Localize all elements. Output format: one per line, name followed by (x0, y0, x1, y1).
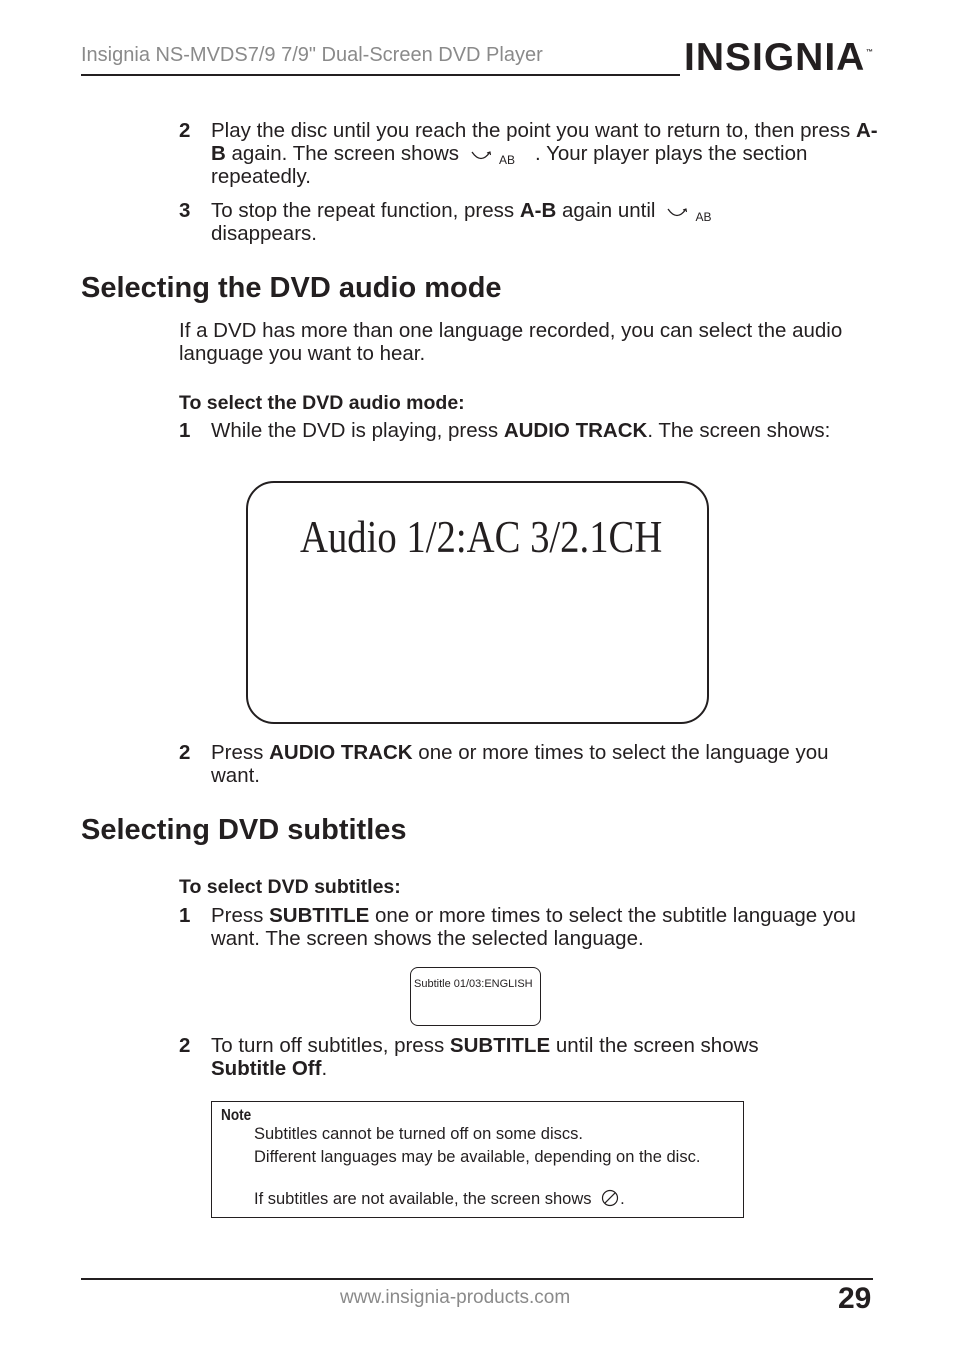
repeat-ab-icon: AB (663, 204, 723, 220)
step-text: To turn off subtitles, press SUBTITLE until the screen shows Subtitle Off. (211, 1034, 759, 1080)
step-text: Play the disc until you reach the point you want to return to, then press A-B again. The screen shows AB . Your player plays the section repeatedly. (211, 119, 878, 188)
header-rule (81, 74, 680, 76)
note-line: Different languages may be available, depending on the disc. (254, 1148, 701, 1166)
header-title: Insignia NS-MVDS7/9 7/9" Dual-Screen DVD Player (81, 44, 543, 66)
step-number: 1 (179, 904, 191, 927)
subtitle-screen-text: Subtitle 01/03:ENGLISH (414, 978, 533, 990)
insignia-logo: INSIGNIA (684, 36, 866, 79)
note-line: Subtitles cannot be turned off on some discs. (254, 1125, 583, 1143)
audio-section-heading: Selecting the DVD audio mode (81, 272, 502, 304)
trademark-mark: ™ (866, 49, 873, 56)
subtitle-procedure-heading: To select DVD subtitles: (179, 876, 401, 898)
subtitle-screen-illustration (410, 967, 541, 1026)
audio-screen-text: Audio 1/2:AC 3/2.1CH (300, 512, 663, 562)
step-number: 2 (179, 119, 191, 142)
step-text: To stop the repeat function, press A-B again until AB disappears. (211, 199, 879, 245)
page-number: 29 (838, 1282, 872, 1315)
step-text: Press SUBTITLE one or more times to select the subtitle language you want. The screen shows the selected language. (211, 904, 856, 950)
step-text: While the DVD is playing, press AUDIO TRACK. The screen shows: (211, 419, 831, 442)
subtitle-section-heading: Selecting DVD subtitles (81, 814, 407, 846)
step-number: 2 (179, 741, 191, 764)
footer-rule (81, 1278, 873, 1280)
repeat-step-3 (179, 199, 879, 245)
subtitle-step-2 (179, 1034, 879, 1080)
note-title: Note (221, 1107, 252, 1124)
repeat-ab-icon: AB (467, 147, 527, 163)
audio-procedure-heading: To select the DVD audio mode: (179, 392, 465, 414)
footer-url: www.insignia-products.com (340, 1287, 571, 1308)
step-text: Press AUDIO TRACK one or more times to select the language you want. (211, 741, 829, 787)
audio-intro: If a DVD has more than one language recorded, you can select the audio language you want to hear. (179, 319, 843, 365)
audio-step-2 (179, 741, 879, 787)
note-line: If subtitles are not available, the screen shows . (254, 1190, 625, 1208)
step-number: 1 (179, 419, 191, 442)
no-subtitle-icon (600, 1189, 620, 1207)
step-number: 3 (179, 199, 191, 222)
subtitle-step-1 (179, 904, 879, 950)
step-number: 2 (179, 1034, 191, 1057)
repeat-step-2 (179, 119, 879, 188)
audio-step-1 (179, 419, 879, 442)
